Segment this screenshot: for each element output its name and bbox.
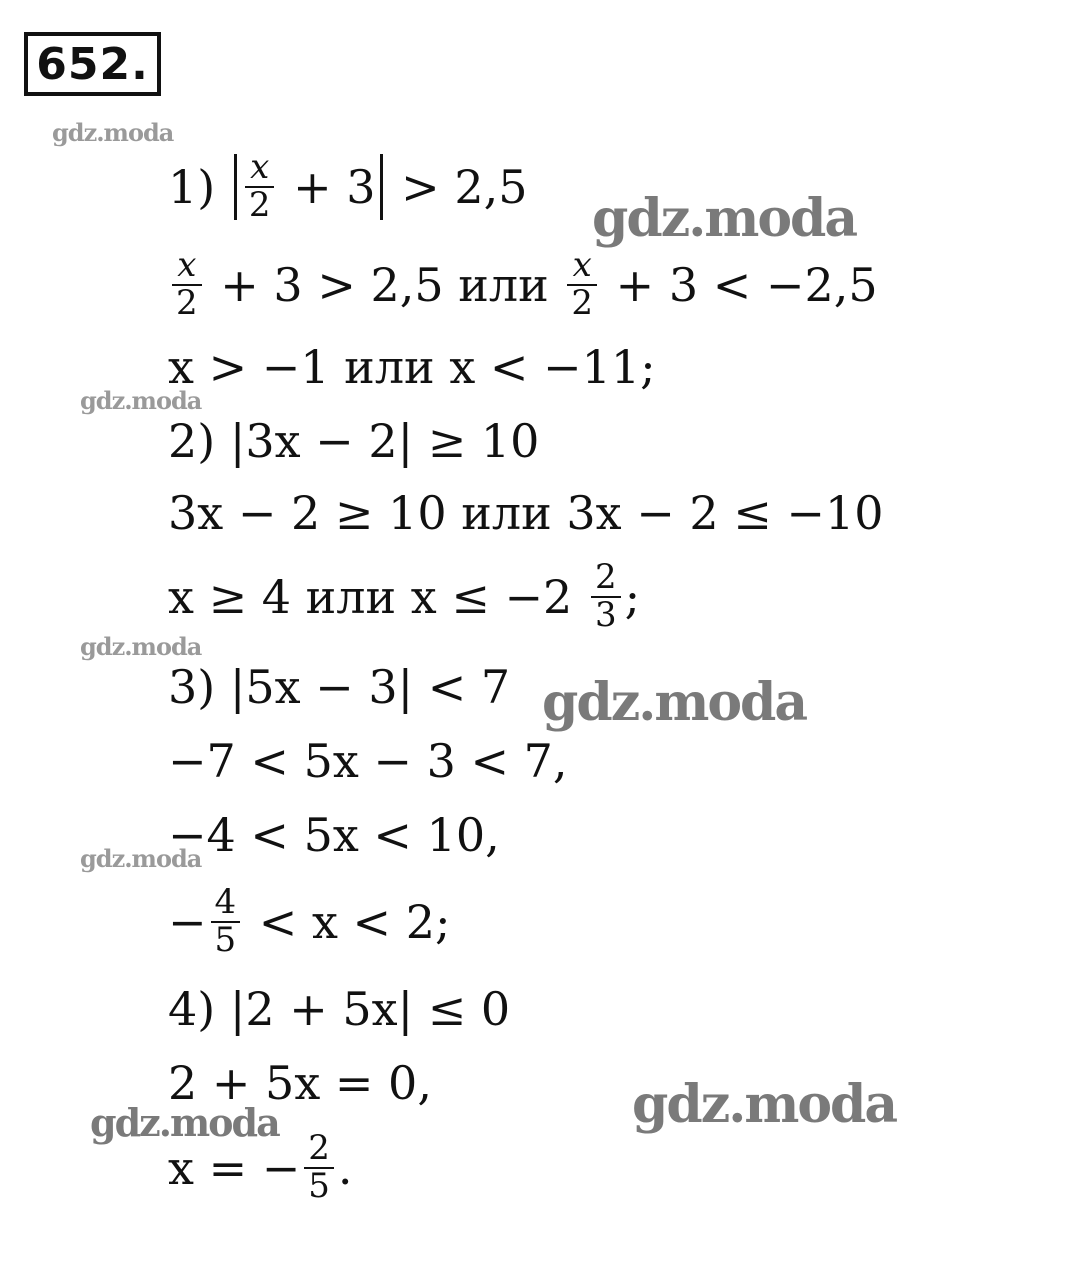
- fraction: $\frac{x}{2}$: [172, 248, 202, 321]
- fraction: $\frac{x}{2}$: [567, 248, 597, 321]
- solution-line-10: − $\frac{4}{5}$ < x < 2;: [168, 882, 451, 960]
- solution-line-13: x = − $\frac{2}{5}$ .: [168, 1128, 353, 1206]
- problem-number: 652.: [24, 32, 161, 96]
- watermark: gdz.moda: [632, 1074, 897, 1135]
- solution-line-1: 1) $\frac{x}{2}$ + 3 > 2,5: [168, 147, 528, 225]
- fraction: $\frac{2}{3}$: [591, 560, 621, 633]
- watermark: gdz.moda: [542, 672, 807, 733]
- watermark: gdz.moda: [90, 1100, 279, 1145]
- fraction: $\frac{x}{2}$: [245, 150, 275, 223]
- abs-bar-right: [380, 154, 383, 220]
- solution-line-5: 3x − 2 ≥ 10 или 3x − 2 ≤ −10: [168, 486, 884, 540]
- watermark: gdz.moda: [80, 386, 202, 415]
- solution-line-9: −4 < 5x < 10,: [168, 808, 500, 862]
- solution-line-8: −7 < 5x − 3 < 7,: [168, 734, 568, 788]
- watermark: gdz.moda: [52, 118, 174, 147]
- solution-line-6: x ≥ 4 или x ≤ −2 $\frac{2}{3}$ ;: [168, 557, 641, 635]
- solution-line-7: 3) |5x − 3| < 7: [168, 660, 511, 714]
- solution-line-12: 2 + 5x = 0,: [168, 1056, 432, 1110]
- fraction: $\frac{2}{5}$: [304, 1131, 334, 1204]
- solution-line-2: $\frac{x}{2}$ + 3 > 2,5 или $\frac{x}{2}$ + 3 < −2,5: [168, 240, 878, 330]
- abs-bar-left: [234, 154, 237, 220]
- solution-line-11: 4) |2 + 5x| ≤ 0: [168, 982, 511, 1036]
- solution-line-4: 2) |3x − 2| ≥ 10: [168, 414, 540, 468]
- fraction: $\frac{4}{5}$: [211, 885, 241, 958]
- watermark: gdz.moda: [592, 188, 857, 249]
- solution-line-3: x > −1 или x < −11;: [168, 340, 656, 394]
- watermark: gdz.moda: [80, 632, 202, 661]
- watermark: gdz.moda: [80, 844, 202, 873]
